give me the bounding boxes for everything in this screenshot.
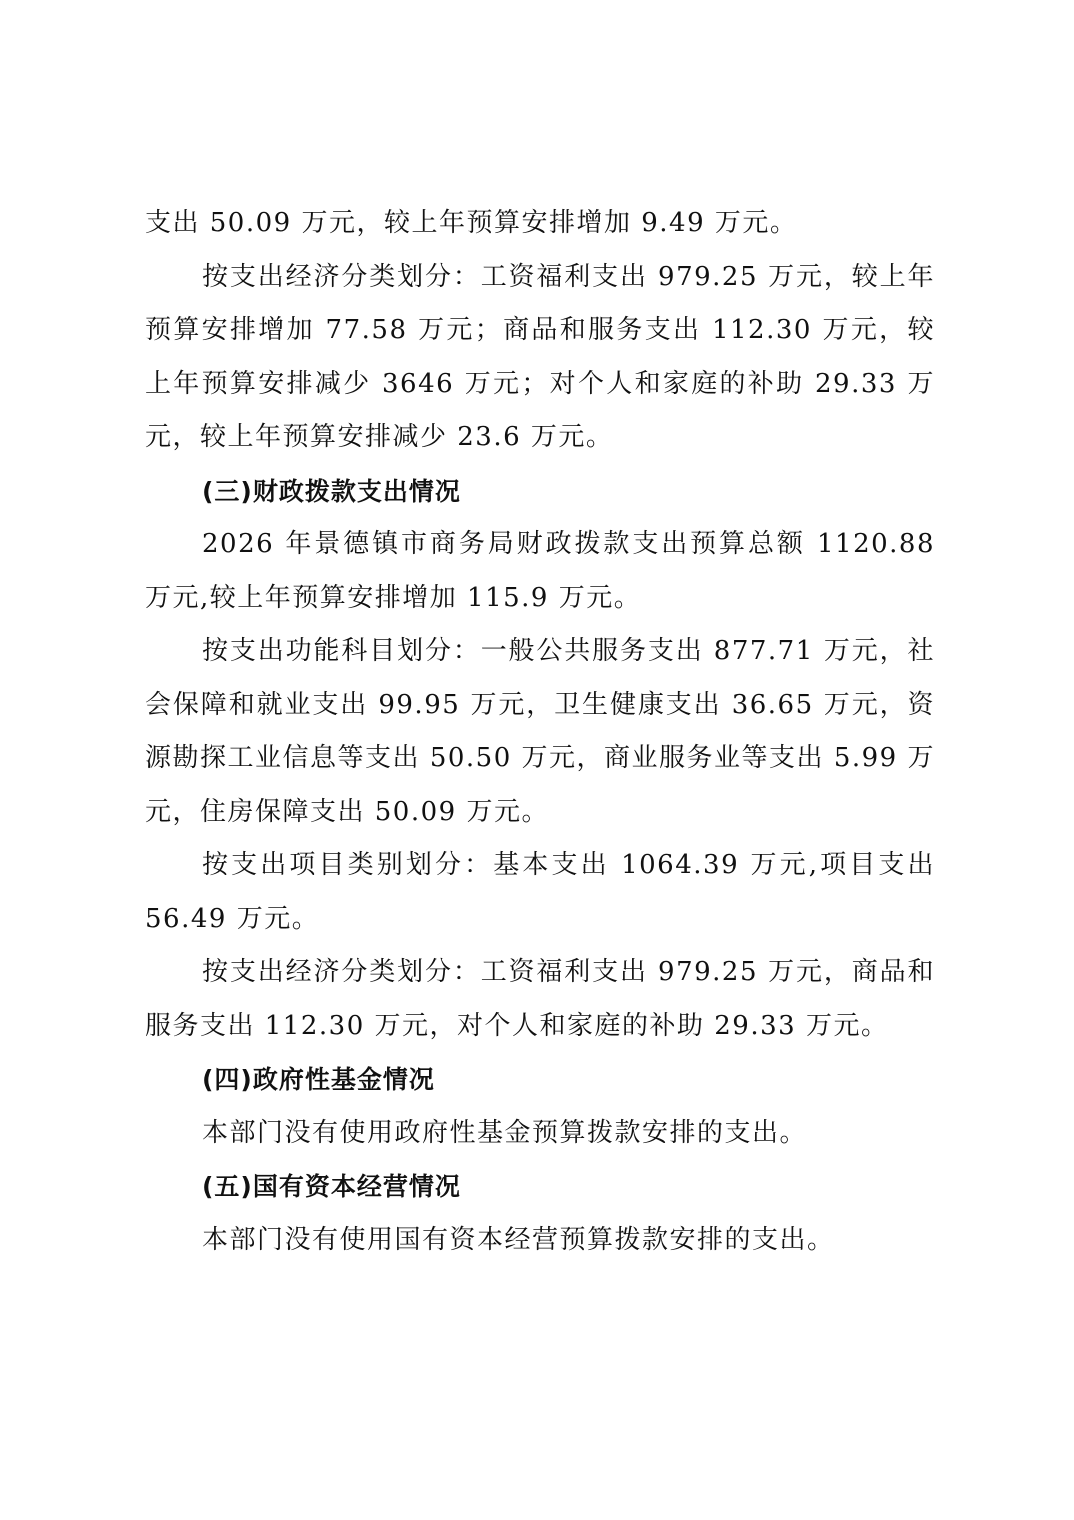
paragraph-functional-classification: 按支出功能科目划分：一般公共服务支出 877.71 万元，社会保障和就业支出 99.95 万元，卫生健康支出 36.65 万元，资源勘探工业信息等支出 50.50 万元，商业服务业等支出 5.99 万元，住房保障支出 50.09 万元。: [145, 636, 935, 827]
paragraph-state-capital: 本部门没有使用国有资本经营预算拨款安排的支出。: [202, 1224, 835, 1255]
document-body: [145, 197, 935, 1267]
paragraph-continuation: 支出 50.09 万元，较上年预算安排增加 9.49 万元。: [145, 208, 798, 238]
paragraph-fiscal-total: 2026 年景德镇市商务局财政拨款支出预算总额 1120.88 万元,较上年预算安排增加 115.9 万元。: [145, 529, 935, 613]
section-heading-state-capital: (五)国有资本经营情况: [202, 1172, 461, 1201]
section-heading-government-fund: (四)政府性基金情况: [202, 1065, 435, 1094]
paragraph-economic-classification: 按支出经济分类划分：工资福利支出 979.25 万元，较上年预算安排增加 77.58 万元；商品和服务支出 112.30 万元，较上年预算安排减少 3646 万元；对个人和家庭的补助 29.33 万元，较上年预算安排减少 23.6 万元。: [145, 261, 935, 452]
paragraph-government-fund: 本部门没有使用政府性基金预算拨款安排的支出。: [202, 1117, 808, 1148]
section-heading-fiscal-appropriation: (三)财政拨款支出情况: [202, 476, 461, 506]
paragraph-economic-classification-2: 按支出经济分类划分：工资福利支出 979.25 万元，商品和服务支出 112.30 万元，对个人和家庭的补助 29.33 万元。: [145, 957, 935, 1041]
paragraph-project-classification: 按支出项目类别划分：基本支出 1064.39 万元,项目支出 56.49 万元。: [145, 850, 935, 934]
